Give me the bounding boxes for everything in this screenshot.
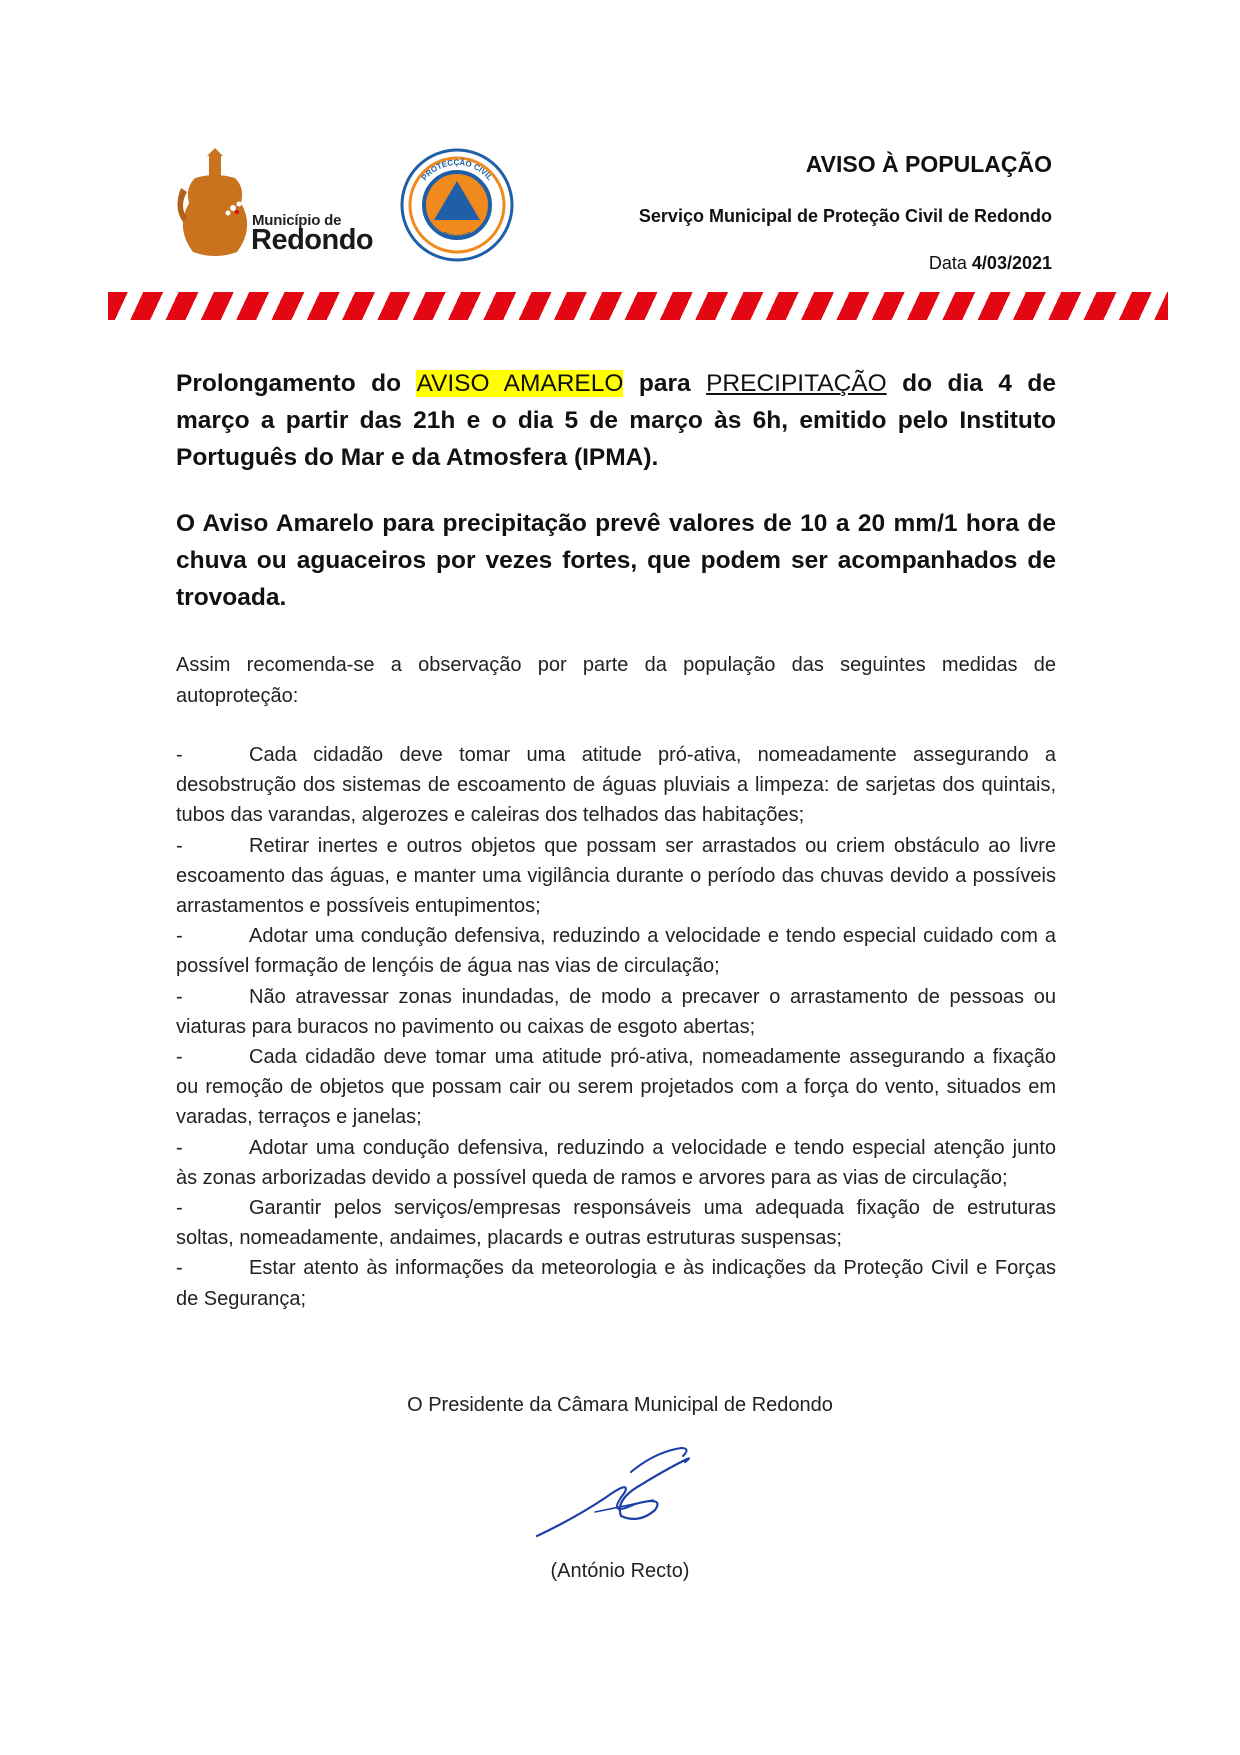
list-item [176,1133,1056,1193]
protecao-logo-ring-text: PROTECÇÃO CIVIL [419,157,495,183]
signatory-role: O Presidente da Câmara Municipal de Redondo [407,1394,833,1416]
list-bullet: - [176,985,183,1008]
list-item-text: Adotar uma condução defensiva, reduzindo a velocidade e tendo especial cuidado com a possível formação de lençóis de água nas vias de circulação; [176,925,1056,978]
list-item-text: Estar atento às informações da meteorologia e às indicações da Proteção Civil e Forças de Segurança; [176,1257,1056,1310]
measures-list [176,740,1056,1314]
list-bullet: - [176,834,183,857]
list-item [176,982,1056,1042]
list-item-text: Retirar inertes e outros objetos que possam ser arrastados ou criem obstáculo ao livre escoamento das águas, e manter uma vigilância durante o período das chuvas devido a possíveis arrastamentos e possíveis entupimentos; [176,834,1056,918]
lead-paragraph-warning [176,365,1056,476]
list-item-text: Cada cidadão deve tomar uma atitude pró-ativa, nomeadamente assegurando a fixação ou remoção de objetos que possam cair ou serem projetados com a força do vento, situados em varadas, terraços e janelas; [176,1046,1056,1129]
list-item [176,921,1056,981]
municipio-logo-big-text: Redondo [251,224,374,256]
list-bullet: - [176,1257,183,1280]
notice-subtitle: Serviço Municipal de Proteção Civil de Redondo [638,206,1052,226]
protecao-civil-emblem-icon [400,148,514,262]
list-item [176,1042,1056,1133]
protecao-logo-bottom-text: REDONDO [441,231,473,241]
intro-paragraph: Assim recomenda-se a observação por parte da população das seguintes medidas de autoproteção: [176,654,1056,707]
list-bullet: - [176,1046,183,1069]
list-bullet: - [176,1136,183,1159]
signatory-name: (António Recto) [550,1560,690,1582]
precipitacao-underlined: PRECIPITAÇÃO [706,370,887,397]
date-label: Data [928,253,972,273]
list-bullet: - [176,1197,183,1220]
list-item [176,1253,1056,1313]
handwritten-signature [535,1440,705,1540]
list-item [176,831,1056,922]
aviso-amarelo-highlight: AVISO AMARELO [416,370,624,397]
date-value: 4/03/2021 [971,253,1052,273]
list-item-text: Cada cidadão deve tomar uma atitude pró-ativa, nomeadamente assegurando a desobstrução dos sistemas de escoamento de águas pluviais a limpeza: de sarjetas dos quintais, tubos das varandas, algerozes e caleiras dos telhados das habitações; [176,744,1056,827]
list-item-text: Não atravessar zonas inundadas, de modo a precaver o arrastamento de pessoas ou viaturas para buracos no pavimento ou caixas de esgoto abertas; [176,985,1056,1038]
list-bullet: - [176,925,183,948]
lead1-mid: para [623,370,707,397]
lead-paragraph-forecast: O Aviso Amarelo para precipitação prevê valores de 10 a 20 mm/1 hora de chuva ou aguaceiros por vezes fortes, que podem ser acompanhados de trovoada. [176,510,1056,611]
list-bullet: - [176,744,183,766]
list-item-text: Garantir pelos serviços/empresas responsáveis uma adequada fixação de estruturas soltas, nomeadamente, andaimes, placards e outras estruturas suspensas; [176,1197,1056,1250]
lead1-after: do dia 4 de março a partir das 21h e o dia 5 de março às 6h, emitido pelo Instituto Português do Mar e da Atmosfera (IPMA). [176,370,1056,471]
lead1-before: Prolongamento do [176,370,417,397]
notice-title: AVISO À POPULAÇÃO [805,151,1052,177]
list-item [176,740,1056,831]
list-item [176,1193,1056,1253]
municipio-logo-small-text: Município de [252,212,342,229]
warning-stripe-band [108,292,1168,320]
list-item-text: Adotar uma condução defensiva, reduzindo a velocidade e tendo especial atenção junto às zonas arborizadas devido a possível queda de ramos e arvores para as vias de circulação; [176,1136,1056,1189]
notice-date [929,253,1052,274]
